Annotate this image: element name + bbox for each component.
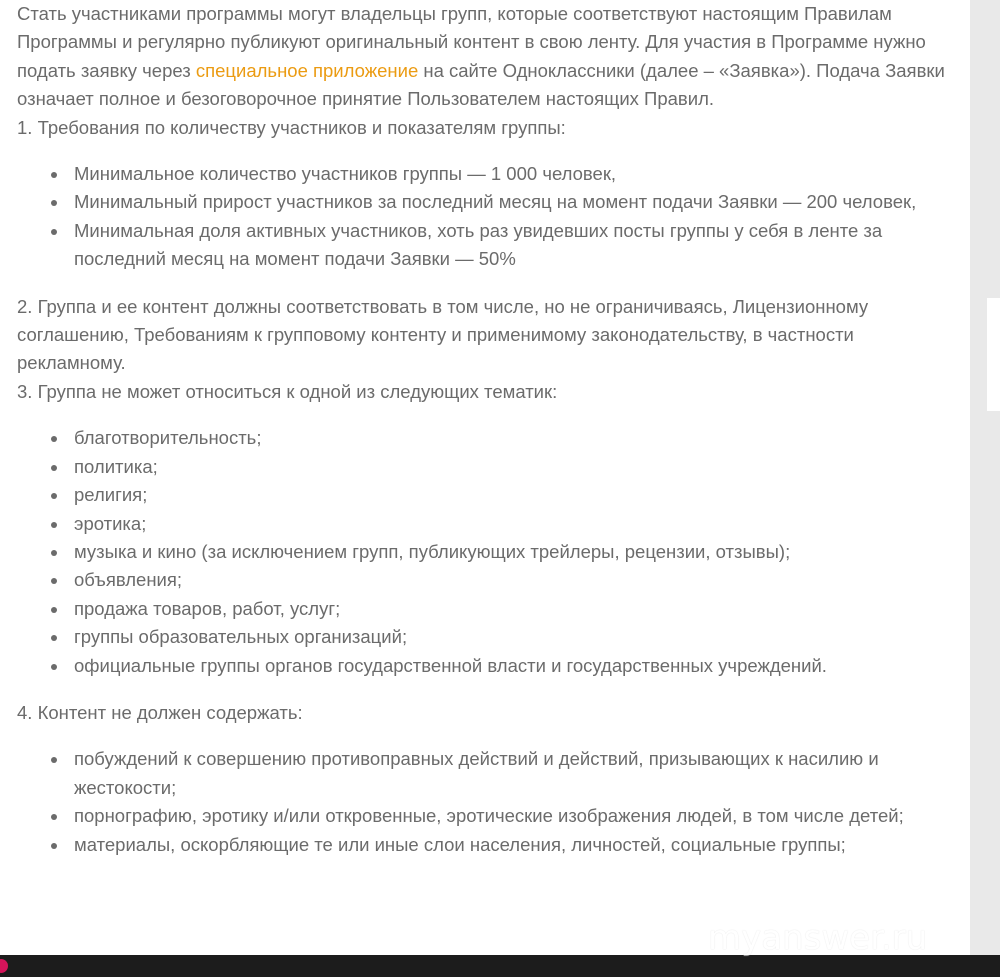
section-1-heading: 1. Требования по количеству участников и показателям группы: bbox=[17, 116, 566, 138]
bottom-bar bbox=[0, 955, 1000, 977]
section-3-list bbox=[17, 424, 962, 680]
list-item: благотворительность; bbox=[74, 424, 962, 452]
intro-text-before-link: Стать участниками программы могут владельцы групп, которые соответствуют настоящим Правилам Программы и регулярно публикуют оригинальный контент в свою ленту. Для участия в Программе нужно подать заявку через bbox=[17, 3, 926, 81]
bullet-icon bbox=[51, 522, 57, 528]
section-4-list bbox=[17, 745, 962, 859]
bullet-icon bbox=[51, 664, 57, 670]
list-item: официальные группы органов государственной власти и государственных учреждений. bbox=[74, 652, 962, 680]
list-item: продажа товаров, работ, услуг; bbox=[74, 595, 962, 623]
list-item: Минимальное количество участников группы — 1 000 человек, bbox=[74, 160, 962, 188]
section-1-list bbox=[17, 160, 962, 274]
bullet-icon bbox=[51, 465, 57, 471]
list-item: материалы, оскорбляющие те или иные слои населения, личностей, социальные группы; bbox=[74, 831, 962, 859]
rules-text bbox=[17, 0, 962, 878]
section-3-heading: 3. Группа не может относиться к одной из следующих тематик: bbox=[17, 380, 558, 402]
watermark: myanswer.ru bbox=[708, 918, 928, 958]
intro-paragraph bbox=[17, 0, 962, 114]
section-2-paragraph: 2. Группа и ее контент должны соответствовать в том числе, но не ограничиваясь, Лицензионному соглашению, Требованиям к групповому контенту и применимому законодательству, в частности рекламному. bbox=[17, 295, 869, 374]
list-item: группы образовательных организаций; bbox=[74, 623, 962, 651]
bullet-icon bbox=[51, 550, 57, 556]
bullet-icon bbox=[51, 200, 57, 206]
list-item: политика; bbox=[74, 453, 962, 481]
bullet-icon bbox=[51, 172, 57, 178]
list-item: эротика; bbox=[74, 510, 962, 538]
bullet-icon bbox=[51, 436, 57, 442]
list-item: Минимальный прирост участников за последний месяц на момент подачи Заявки — 200 человек, bbox=[74, 188, 962, 216]
bullet-icon bbox=[51, 607, 57, 613]
bullet-icon bbox=[51, 757, 57, 763]
bullet-icon bbox=[51, 635, 57, 641]
side-panel-edge bbox=[987, 298, 1000, 411]
bullet-icon bbox=[51, 229, 57, 235]
bullet-icon bbox=[51, 814, 57, 820]
bullet-icon bbox=[51, 843, 57, 849]
list-item: Минимальная доля активных участников, хоть раз увидевших посты группы у себя в ленте за последний месяц на момент подачи Заявки — 50% bbox=[74, 217, 962, 274]
list-item: религия; bbox=[74, 481, 962, 509]
list-item: порнографию, эротику и/или откровенные, эротические изображения людей, в том числе детей; bbox=[74, 802, 962, 830]
list-item: музыка и кино (за исключением групп, публикующих трейлеры, рецензии, отзывы); bbox=[74, 538, 962, 566]
special-app-link[interactable]: специальное приложение bbox=[195, 59, 419, 81]
bullet-icon bbox=[51, 578, 57, 584]
section-4-heading: 4. Контент не должен содержать: bbox=[17, 701, 303, 723]
list-item: побуждений к совершению противоправных действий и действий, призывающих к насилию и жестокости; bbox=[74, 745, 962, 802]
intro-text-after-link: на сайте Одноклассники (далее – «Заявка»). Подача Заявки означает полное и безоговорочное принятие Пользователем настоящих Правил. bbox=[17, 59, 945, 110]
bullet-icon bbox=[51, 493, 57, 499]
list-item: объявления; bbox=[74, 566, 962, 594]
